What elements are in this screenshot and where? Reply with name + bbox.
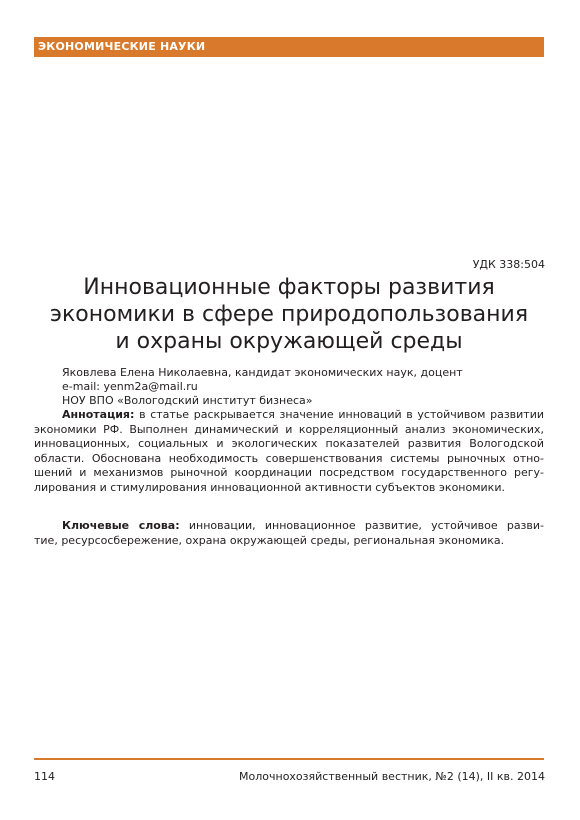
keywords-line: Ключевые слова: инновации, инновационное развитие, устойчивое разви- — [62, 519, 545, 532]
article-title — [34, 274, 544, 355]
abstract-line: шений и механизмов рыночной координации посредством государственного регу- — [34, 466, 544, 480]
keywords-line: тие, ресурсосбережение, охрана окружающей среды, региональная экономика. — [34, 533, 505, 547]
abstract-line: лирования и стимулирования инновационной активности субъектов экономики. — [34, 480, 505, 494]
title-line: и охраны окружающей среды — [115, 329, 463, 354]
author-name: Яковлева Елена Николаевна, кандидат экономических наук, доцент — [62, 366, 463, 379]
keywords-label: Ключевые слова: — [62, 519, 180, 532]
abstract-line: Аннотация: в статье раскрывается значение инноваций в устойчивом развитии — [62, 408, 544, 421]
author-info — [62, 366, 463, 408]
journal-citation: Молочнохозяйственный вестник, №2 (14), II кв. 2014 — [239, 770, 545, 783]
abstract-line: экономики РФ. Выполнен динамический и корреляционный анализ экономических, — [34, 422, 544, 436]
page-number: 114 — [34, 770, 55, 783]
udk-code: УДК 338:504 — [472, 258, 545, 271]
title-line: экономики в сфере природопользования — [49, 302, 529, 327]
author-email: e-mail: yenm2a@mail.ru — [62, 380, 198, 393]
footer-divider — [34, 758, 544, 760]
keywords — [34, 519, 544, 548]
abstract-line: инновационных, социальных и экологических показателей развития Вологодской — [34, 437, 544, 451]
abstract-label: Аннотация: — [62, 408, 135, 421]
abstract-line: области. Обоснована необходимость совершенствования системы рыночных отно- — [34, 451, 544, 465]
abstract — [34, 408, 544, 496]
section-title: ЭКОНОМИЧЕСКИЕ НАУКИ — [38, 40, 206, 53]
section-header-bar — [34, 37, 544, 57]
title-line: Инновационные факторы развития — [83, 275, 495, 300]
author-affiliation: НОУ ВПО «Вологодский институт бизнеса» — [62, 394, 313, 407]
